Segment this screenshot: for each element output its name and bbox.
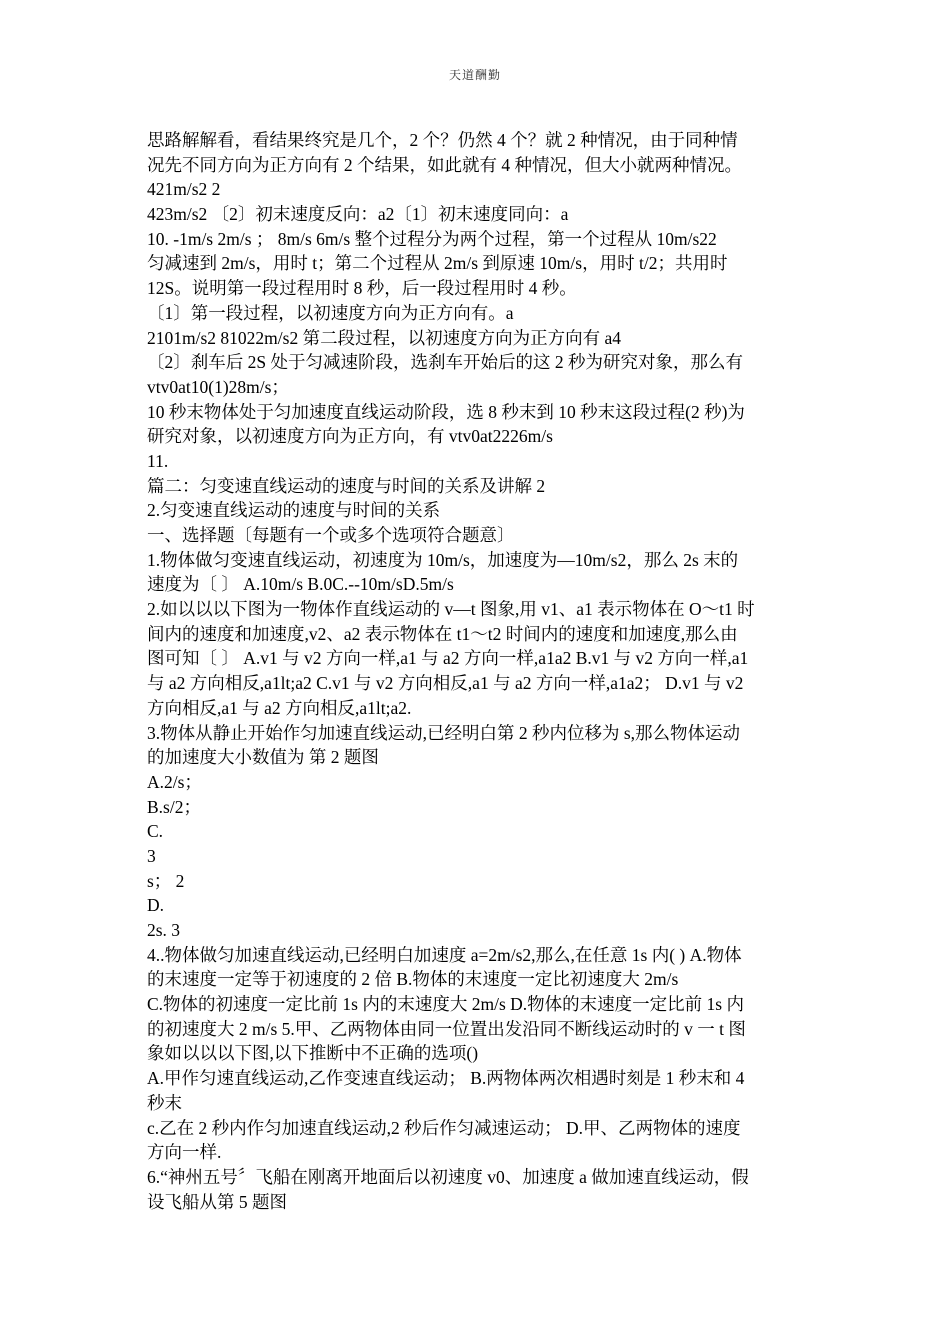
text-line: 方向相反,a1 与 a2 方向相反,a1lt;a2. bbox=[147, 697, 412, 718]
text-line: 423m/s2 〔2〕初末速度反向：a2〔1〕初末速度同向：a bbox=[147, 204, 569, 225]
text-line: 况先不同方向为正方向有 2 个结果，如此就有 4 种情况，但大小就两种情况。 bbox=[147, 154, 742, 175]
text-line: 12S。说明第一段过程用时 8 秒，后一段过程用时 4 秒。 bbox=[147, 278, 577, 299]
text-line: D. bbox=[147, 895, 165, 916]
text-line: 间内的速度和加速度,v2、a2 表示物体在 t1～t2 时间内的速度和加速度,那么由 bbox=[147, 623, 738, 644]
text-line: 421m/s2 2 bbox=[147, 179, 221, 200]
text-line: 秒末 bbox=[147, 1092, 182, 1113]
text-line: 与 a2 方向相反,a1lt;a2 C.v1 与 v2 方向相反,a1 与 a2 方向一样,a1a2； D.v1 与 v2 bbox=[147, 673, 744, 694]
text-line: 篇二：匀变速直线运动的速度与时间的关系及讲解 2 bbox=[147, 475, 546, 496]
text-line: 设飞船从第 5 题图 bbox=[147, 1191, 287, 1212]
text-line: s； 2 bbox=[147, 870, 185, 891]
text-line: 6.“神州五号〞飞船在刚离开地面后以初速度 v0、加速度 a 做加速直线运动，假 bbox=[147, 1166, 749, 1187]
text-line: 10 秒末物体处于匀加速度直线运动阶段，选 8 秒末到 10 秒末这段过程(2 秒)为 bbox=[147, 401, 745, 422]
text-line: 思路解解看，看结果终究是几个，2 个？仍然 4 个？就 2 种情况，由于同种情 bbox=[147, 130, 738, 150]
text-line: 2.如以以以下图为一物体作直线运动的 v—t 图象,用 v1、a1 表示物体在 O～t1 时 bbox=[147, 599, 755, 620]
text-line: vtv0at10(1)28m/s； bbox=[147, 376, 289, 397]
text-line: 图可知〔 〕 A.v1 与 v2 方向一样,a1 与 a2 方向一样,a1a2 B.v1 与 v2 方向一样,a1 bbox=[147, 648, 749, 669]
text-line: 1.物体做匀变速直线运动，初速度为 10m/s，加速度为—10m/s2，那么 2s 末的 bbox=[147, 549, 739, 570]
page-header: 天道酬勤 bbox=[448, 68, 501, 82]
text-line: 10. -1m/s 2m/s ； 8m/s 6m/s 整个过程分为两个过程，第一个过程从 10m/s22 bbox=[147, 228, 717, 249]
text-line: 2101m/s2 81022m/s2 第二段过程，以初速度方向为正方向有 a4 bbox=[147, 327, 621, 348]
text-line: 2.匀变速直线运动的速度与时间的关系 bbox=[147, 500, 441, 521]
text-line: c.乙在 2 秒内作匀加速直线运动,2 秒后作匀减速运动； D.甲、乙两物体的速度 bbox=[147, 1117, 741, 1138]
text-line: C.物体的初速度一定比前 1s 内的末速度大 2m/s D.物体的末速度一定比前 1s 内 bbox=[147, 994, 744, 1015]
text-line: 一、选择题〔每题有一个或多个选项符合题意〕 bbox=[147, 525, 515, 545]
text-line: A.2/s； bbox=[147, 771, 202, 792]
text-line: 的初速度大 2 m/s 5.甲、乙两物体由同一位置出发沿同不断线运动时的 v 一 t 图 bbox=[147, 1018, 746, 1039]
text-line: 2s. 3 bbox=[147, 920, 181, 940]
text-line: 〔2〕刹车后 2S 处于匀减速阶段，选刹车开始后的这 2 秒为研究对象，那么有 bbox=[147, 352, 743, 373]
text-line: 的加速度大小数值为 第 2 题图 bbox=[147, 747, 379, 768]
text-line: 4..物体做匀加速直线运动,已经明白加速度 a=2m/s2,那么,在任意 1s 内( ) A.物体 bbox=[147, 944, 742, 965]
text-line: 11. bbox=[147, 450, 169, 471]
text-line: 研究对象，以初速度方向为正方向，有 vtv0at2226m/s bbox=[147, 426, 553, 447]
text-line: 3 bbox=[147, 845, 156, 866]
text-line: A.甲作匀速直线运动,乙作变速直线运动； B.两物体两次相遇时刻是 1 秒末和 4 bbox=[147, 1068, 745, 1089]
text-line: 象如以以以下图,以下推断中不正确的选项() bbox=[147, 1043, 479, 1064]
text-line: 速度为〔 〕 A.10m/s B.0C.--10m/sD.5m/s bbox=[147, 574, 454, 595]
text-line: 方向一样. bbox=[147, 1142, 222, 1163]
text-line: 〔1〕第一段过程，以初速度方向为正方向有。a bbox=[147, 302, 514, 323]
text-line: C. bbox=[147, 821, 164, 842]
text-line: 3.物体从静止开始作匀加速直线运动,已经明白第 2 秒内位移为 s,那么物体运动 bbox=[147, 722, 741, 743]
text-line: 匀减速到 2m/s，用时 t；第二个过程从 2m/s 到原速 10m/s，用时 t/2；共用时 bbox=[147, 253, 728, 274]
text-line: B.s/2； bbox=[147, 796, 201, 817]
text-line: 的末速度一定等于初速度的 2 倍 B.物体的末速度一定比初速度大 2m/s bbox=[147, 969, 679, 990]
document-body bbox=[147, 128, 807, 1214]
